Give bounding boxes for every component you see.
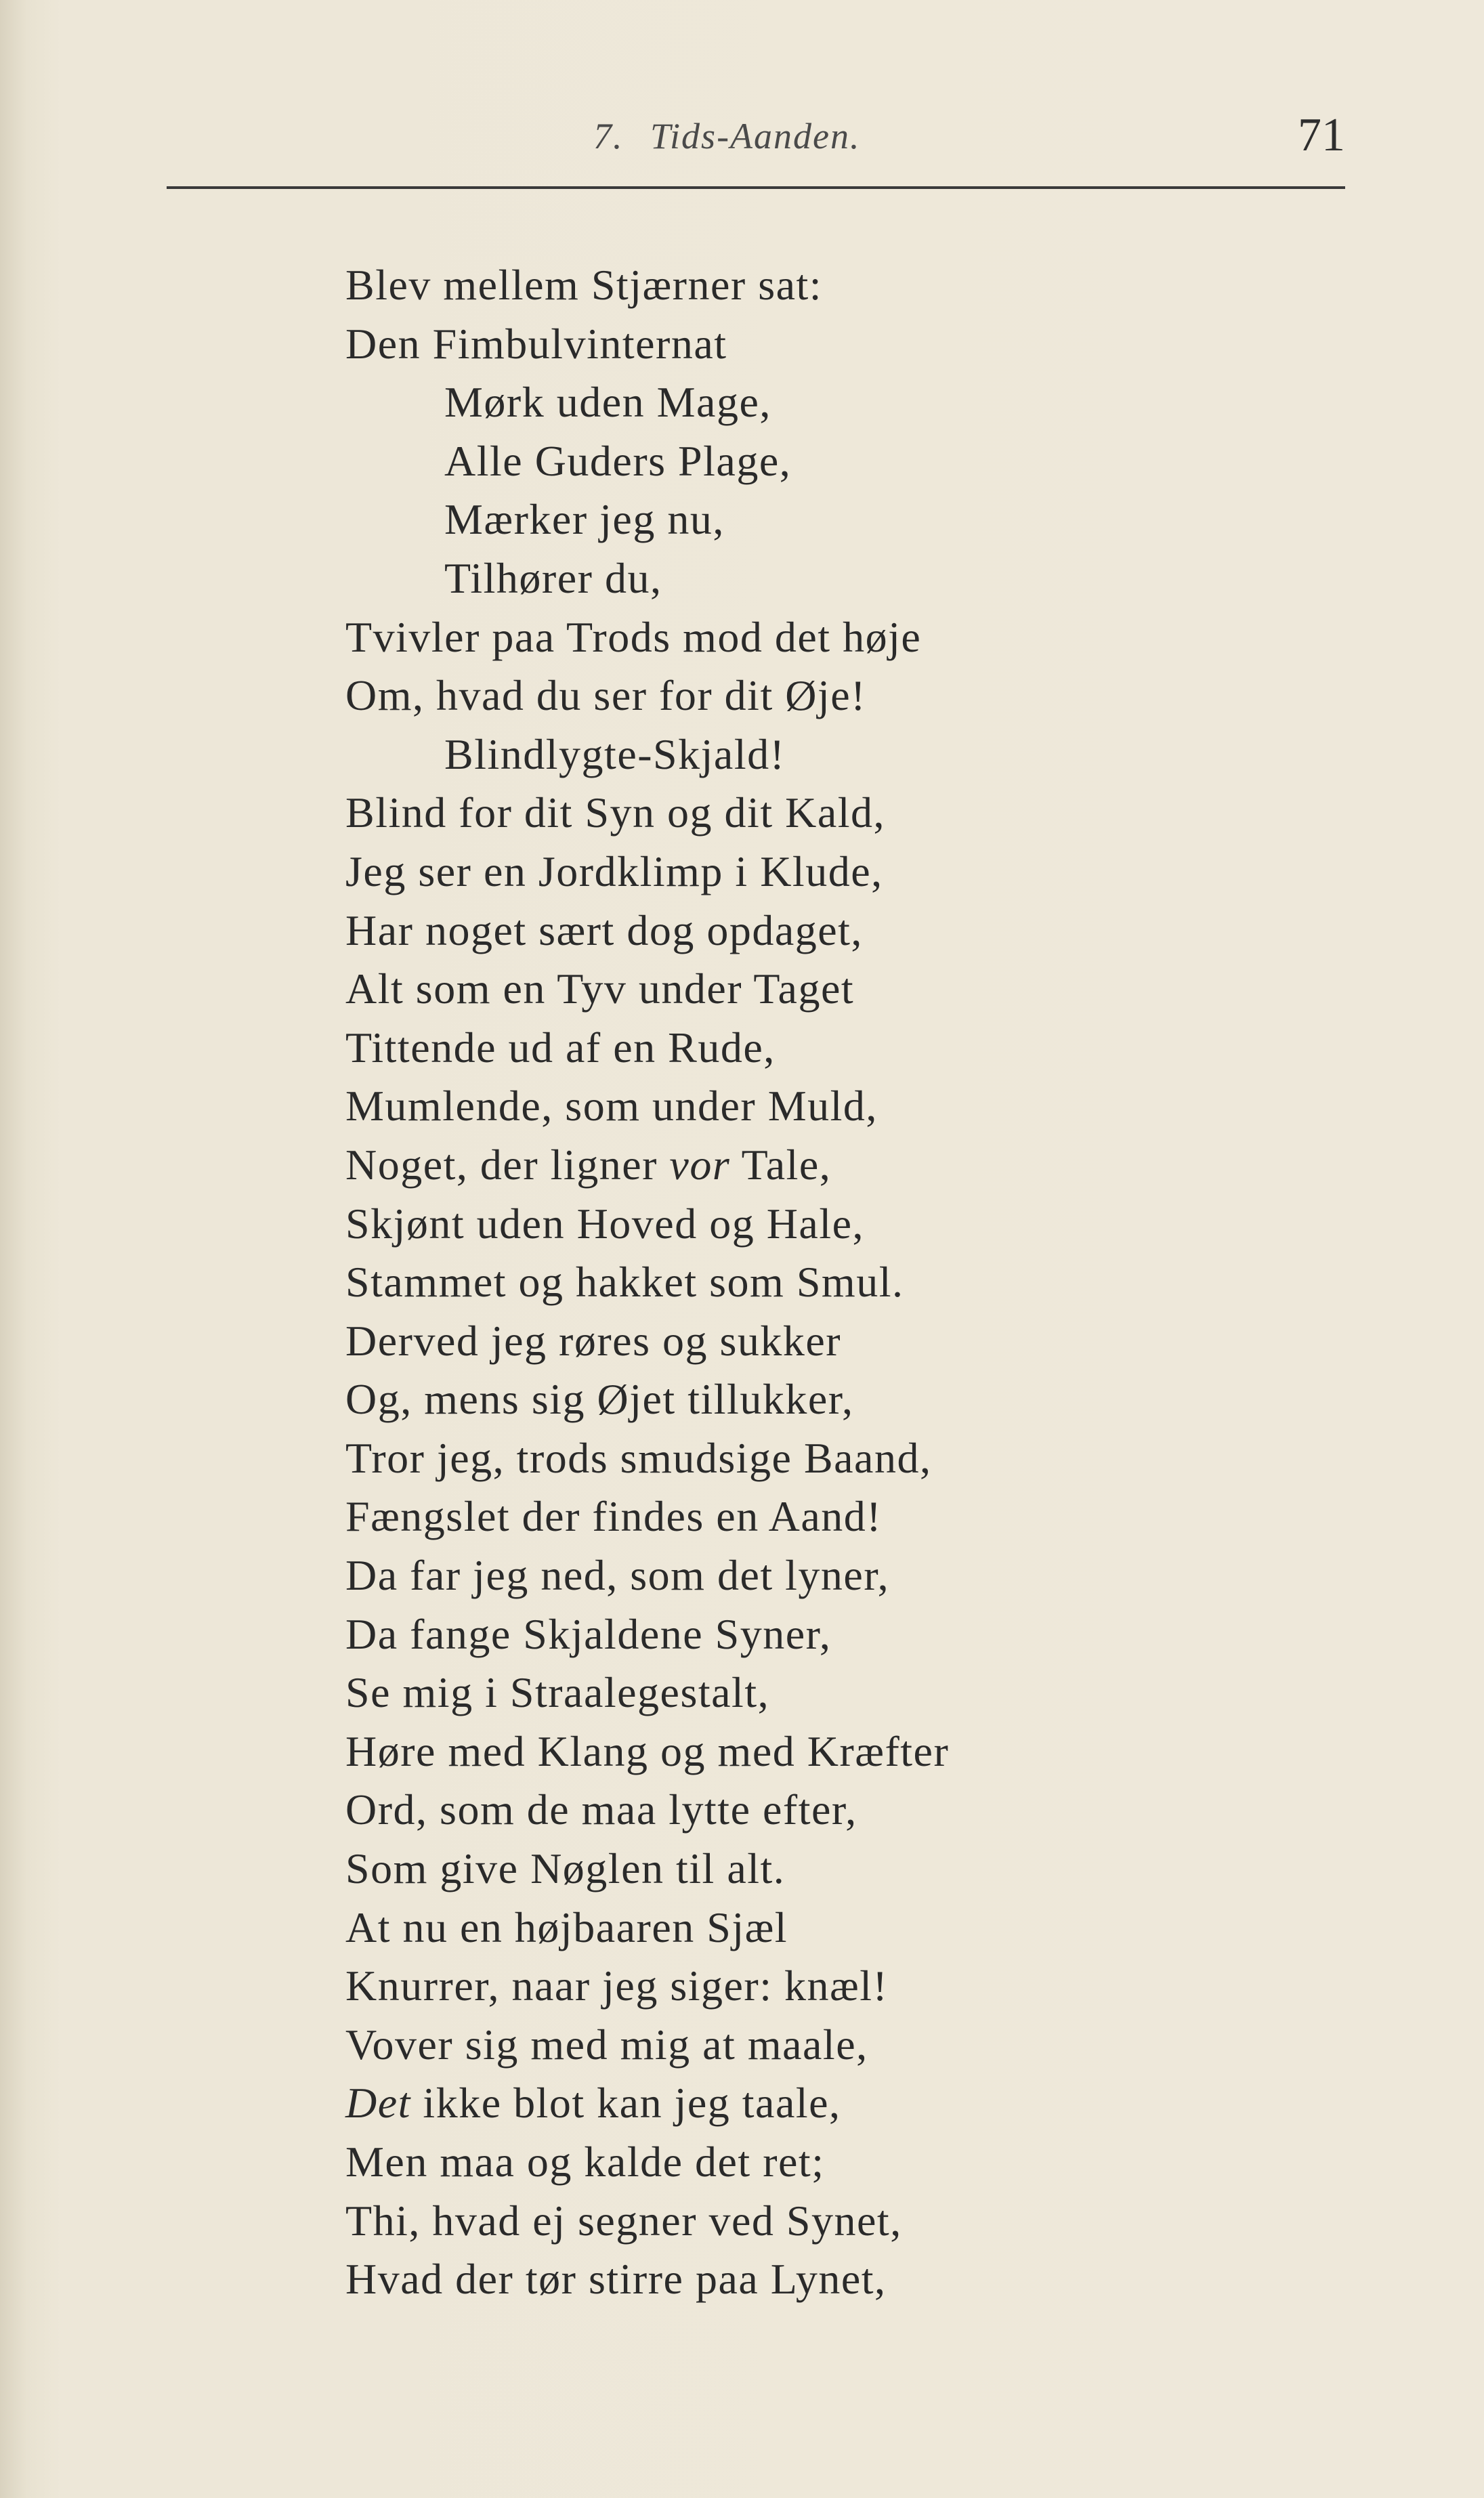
- poem-line: Men maa og kalde det ret;: [345, 2138, 825, 2186]
- poem-line-part: Noget, der ligner: [345, 1140, 670, 1189]
- poem-line: Mumlende, som under Muld,: [345, 1082, 878, 1130]
- poem-line: Thi, hvad ej segner ved Synet,: [345, 2196, 902, 2245]
- poem-line-part: ikke blot kan jeg taale,: [410, 2079, 841, 2127]
- poem-line: Blind for dit Syn og dit Kald,: [345, 788, 885, 837]
- poem-line: Da far jeg ned, som det lyner,: [345, 1551, 890, 1600]
- poem-emphasis: vor: [669, 1140, 731, 1189]
- poem-emphasis: Det: [345, 2079, 411, 2127]
- poem-line: [345, 2074, 1402, 2133]
- chapter-heading: [593, 115, 861, 157]
- poem-line: Mærker jeg nu,: [444, 495, 725, 544]
- header-rule: [167, 186, 1345, 189]
- poem-line: Tror jeg, trods smudsige Baand,: [345, 1433, 932, 1482]
- poem-line: Blindlygte-Skjald!: [444, 729, 786, 778]
- poem-line: Vover sig med mig at maale,: [345, 2020, 868, 2069]
- poem-line: Tilhører du,: [444, 553, 662, 602]
- poem-line: Og, mens sig Øjet tillukker,: [345, 1375, 854, 1424]
- poem-line: Jeg ser en Jordklimp i Klude,: [345, 847, 883, 895]
- poem-line: Alle Guders Plage,: [444, 436, 792, 485]
- poem-line: Om, hvad du ser for dit Øje!: [345, 671, 866, 720]
- poem-text: [345, 256, 1402, 2309]
- poem-line: Ord, som de maa lytte efter,: [345, 1785, 857, 1834]
- chapter-title: Tids-Aanden.: [650, 116, 861, 156]
- poem-line: Stammet og hakket som Smul.: [345, 1258, 904, 1307]
- page-number: 71: [1298, 109, 1345, 161]
- poem-line: Skjønt uden Hoved og Hale,: [345, 1199, 864, 1248]
- poem-line: Blev mellem Stjærner sat:: [345, 261, 823, 309]
- poem-line: Tvivler paa Trods mod det høje: [345, 612, 922, 661]
- chapter-number: 7.: [593, 116, 624, 156]
- poem-line: Tittende ud af en Rude,: [345, 1023, 776, 1072]
- poem-line: Den Fimbulvinternat: [345, 319, 727, 368]
- poem-line: Alt som en Tyv under Taget: [345, 965, 855, 1013]
- poem-line: At nu en højbaaren Sjæl: [345, 1903, 788, 1951]
- poem-line: Høre med Klang og med Kræfter: [345, 1727, 950, 1775]
- poem-line: Som give Nøglen til alt.: [345, 1844, 786, 1893]
- poem-line: Se mig i Straalegestalt,: [345, 1668, 770, 1717]
- running-header: [167, 108, 1345, 169]
- poem-line: [345, 1136, 1402, 1195]
- poem-line: Hvad der tør stirre paa Lynet,: [345, 2255, 887, 2304]
- poem-line-part: Tale,: [730, 1140, 832, 1189]
- poem-line: Har noget sært dog opdaget,: [345, 906, 863, 954]
- poem-line: Fængslet der findes en Aand!: [345, 1492, 883, 1541]
- poem-line: Knurrer, naar jeg siger: knæl!: [345, 1962, 889, 2010]
- poem-line: Mørk uden Mage,: [444, 378, 771, 427]
- poem-line: Derved jeg røres og sukker: [345, 1316, 842, 1365]
- poem-line: Da fange Skjaldene Syner,: [345, 1609, 832, 1658]
